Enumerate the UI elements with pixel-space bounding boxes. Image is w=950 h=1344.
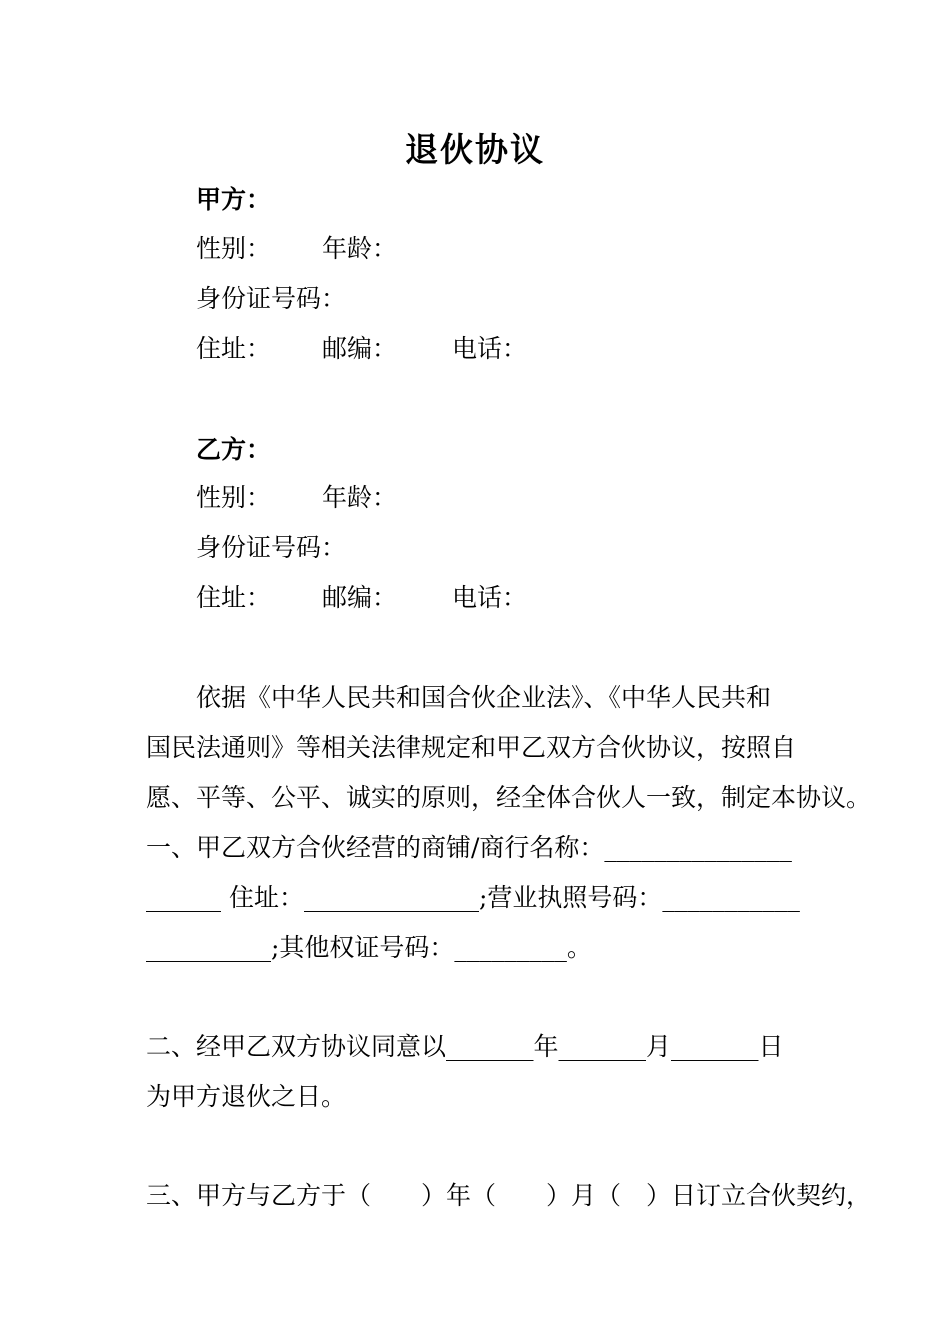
clause-1-line-3: __________;其他权证号码：_________。 <box>146 933 592 962</box>
party-b-id-label: 身份证号码： <box>196 533 347 562</box>
party-a-phone-label: 电话： <box>452 334 528 363</box>
party-a-age-label: 年龄： <box>322 234 398 263</box>
clause-1-line-1: 一、甲乙双方合伙经营的商铺/商行名称：_______________ <box>146 833 792 862</box>
party-b-gender-age-row <box>196 483 756 513</box>
preamble-line-2: 国民法通则》等相关法律规定和甲乙双方合伙协议，按照自 <box>146 733 797 762</box>
party-a-address-label: 住址： <box>196 334 272 363</box>
clause-2-line-2: 为甲方退伙之日。 <box>146 1082 347 1111</box>
party-a-heading: 甲方： <box>196 185 272 214</box>
party-b-age-label: 年龄： <box>322 483 398 512</box>
party-b-heading: 乙方： <box>196 435 272 464</box>
document-title: 退伙协议 <box>405 130 545 169</box>
clause-1-line-2: ______ 住址：______________;营业执照号码：___________ <box>146 883 800 912</box>
party-b-gender-label: 性别： <box>196 483 272 512</box>
party-b-address-label: 住址： <box>196 583 272 612</box>
party-a-id-label: 身份证号码： <box>196 284 347 313</box>
party-a-gender-age-row <box>196 234 756 264</box>
party-b-postcode-label: 邮编： <box>322 583 398 612</box>
clause-2-line-1: 二、经甲乙双方协议同意以_______年_______月_______日 <box>146 1032 784 1061</box>
preamble-line-3: 愿、平等、公平、诚实的原则，经全体合伙人一致，制定本协议。 <box>146 783 872 812</box>
preamble-line-1: 依据《中华人民共和国合伙企业法》、《中华人民共和 <box>196 683 772 712</box>
clause-3-line-1: 三、甲方与乙方于（ ）年（ ）月（ ）日订立合伙契约， <box>146 1181 872 1210</box>
party-a-gender-label: 性别： <box>196 234 272 263</box>
party-a-contact-row <box>196 334 756 364</box>
party-a-postcode-label: 邮编： <box>322 334 398 363</box>
party-b-phone-label: 电话： <box>452 583 528 612</box>
party-b-contact-row <box>196 583 756 613</box>
